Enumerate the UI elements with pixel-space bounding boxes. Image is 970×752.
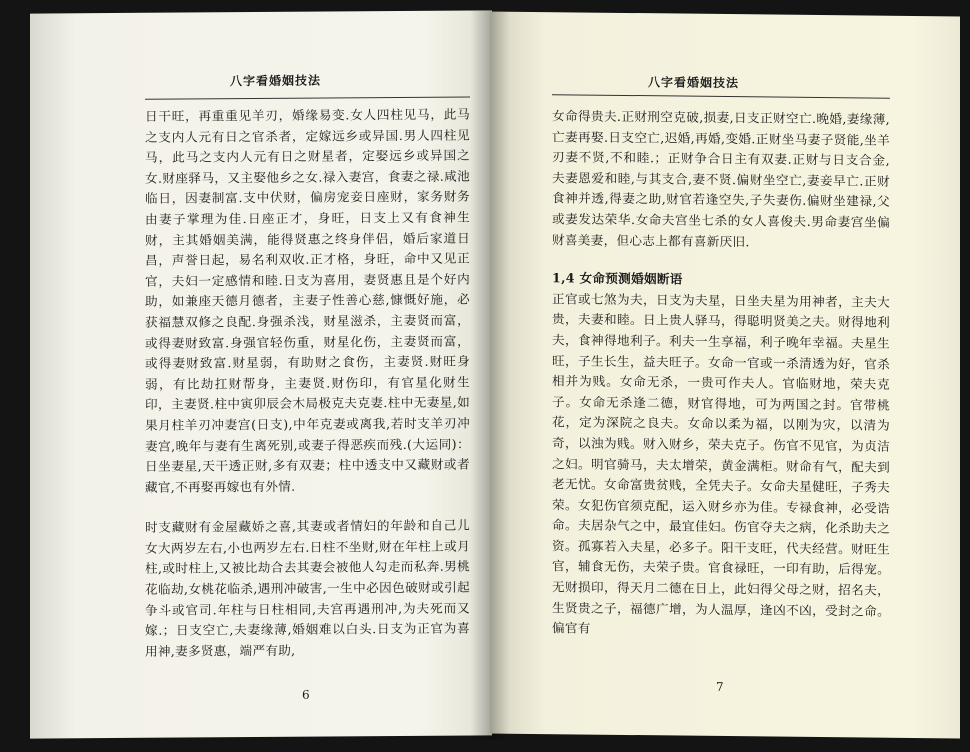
header-rule — [552, 94, 890, 99]
body-paragraph: 正官或七煞为夫，日支为夫星，日坐夫星为用神者，主夫大贵，夫妻和睦。日上贵人驿马，得聪明贤美之夫。财得地利夫，食神得地利子。利夫一生享福，利子晚年幸福。夫星生旺，子生长生，益夫旺子。女命一官或一杀清透为好，官杀相并为贱。女命无杀，一贵可作夫人。官临财地，荣夫克子。女命无杀逢二德，财官得地，可为两国之封。官带桃花，定为深院之良夫。女命以柔为福，以刚为灾，以清为奇，以浊为贱。财入财乡，荣夫克子。伤官不见官，为贞洁之妇。明官骑马，夫太增荣，黄金满柜。财命有气，配夫到老无忧。女命富贵贫贱，全凭夫子。女命夫星健旺，子秀夫荣。女犯伤官须克配，运入财乡亦为佳。专禄食神，必受诰命。夫居杂气之中，最宜佳妇。伤官夺夫之病，化杀助夫之资。孤寡若入夫星，必多子。阳干支旺，代夫经营。财旺生官，辅食无伤，夫荣子贵。官食禄旺，一印有助，后得宠。无财损印，得天月二德在日上，此妇得父母之财，招名夫，生贤贵之子，福德广增，为人温厚，逢凶不凶，受封之命。偏官有 — [552, 290, 890, 636]
right-page — [490, 12, 960, 739]
header-rule — [145, 97, 470, 100]
body-paragraph: 时支藏财有金屋藏娇之喜,其妻或者情妇的年龄和自己儿女大两岁左右,小也两岁左右.日柱不坐财,财在年柱上或月柱,或时柱上,又被比劫合去其妻会被他人勾走而私奔.男桃花临劫,女桃花临杀,遇刑冲破害,一生中必因色破财或引起争斗或官司.年柱与日柱相同,夫宫再遇刑冲,为夫死而又嫁.；日支空亡,夫妻缘薄,婚姻难以白头.日支为正官为喜用神,妻多贤惠，端严有助, — [145, 517, 470, 659]
page-number: 6 — [302, 687, 310, 702]
left-page — [30, 10, 492, 738]
page-body — [552, 106, 890, 642]
body-paragraph: 日干旺，再重重见羊刃，婚缘易变.女人四柱见马，此马之支内人元有日之官杀者，定嫁远乡或异国.男人四柱见马，此马之支内人元有日之财星者，定娶远乡或异国之女.财座驿马，又主娶他乡之女.禄入妻宫，食妻之禄.咸池临日，因妻制富.支中伏财，偏房宠妾日座财，家务财务由妻子掌理为佳.日座正才，身旺，日支上又有食神生财，主其婚姻美满，能得贤惠之终身伴侣，婚后家道日昌，声誉日起，易名利双收.正才格，身旺，命中又见正官，夫妇一定感情和睦.日支为喜用，妻贤惠且是个好内助，如兼座天德月德者，主妻子性善心慈,慷慨好施，必获福慧双修之良配.身强杀浅，财星滋杀，主妻贤而富，或得妻财致富.身强官轻伤重，财星化伤，主妻贤而富，或得妻财致富.财星弱，有助财之食伤，主妻贤.财旺身弱，有比劫扛财帮身，主妻贤.财伤印，有官星化财生印，主妻贤.柱中寅卯辰会木局极克夫克妻.柱中无妻星,如果月柱羊刃冲妻宫(日支),中年克妻或离我,若时支羊刃冲妻宫,晚年与妻有生离死别,或妻子得恶疾而残.(大运同)：日坐妻星,天干透正财,多有双妻；柱中透支中又藏财或者藏官,不再娶再嫁也有外情. — [145, 106, 470, 495]
running-head: 八字看婚姻技法 — [648, 75, 740, 91]
page-number: 7 — [716, 679, 724, 694]
section-heading: 1,4 女命预测婚姻断语 — [552, 270, 683, 287]
running-head: 八字看婚姻技法 — [230, 73, 322, 89]
body-paragraph: 女命得贵夫.正财刑空克破,损妻,日支正财空亡.晚婚,妻缘薄,亡妻再娶.日支空亡,迟婚,再婚,变婚.正财坐马妻子贤能,坐羊刃妻不贤,不和睦.；正财争合日主有双妻.正财与日支合金,夫妻恩爱和睦,与其支合,妻不贤.偏财坐空亡,妻妾早亡.正财食神并透,得妻之助,财官若逢空失,子失妻伤.偏财坐建禄,父或妻发达荣华.女命夫宫坐七杀的女人喜俊夫.男命妻宫坐偏财喜美妻，但心志上都有喜新厌旧. — [552, 108, 890, 249]
page-body — [145, 105, 470, 663]
